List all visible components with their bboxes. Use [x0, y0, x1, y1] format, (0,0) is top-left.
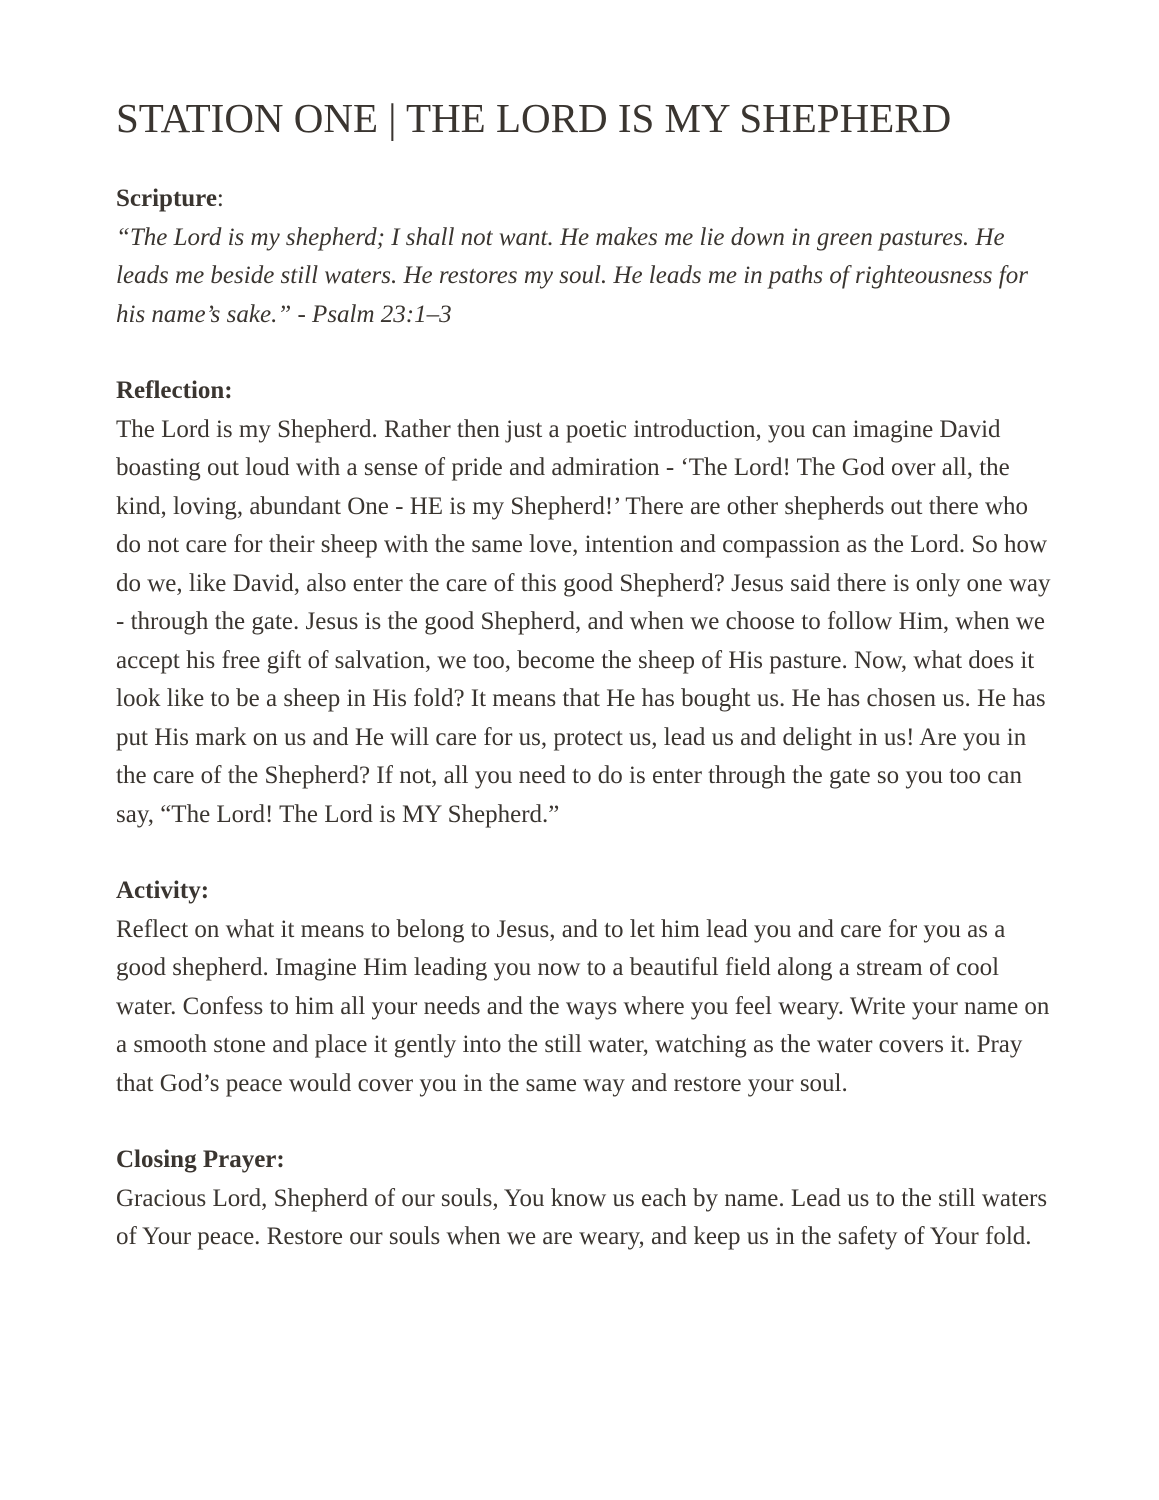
activity-section [116, 872, 1051, 1103]
reflection-label: Reflection: [116, 377, 233, 404]
page-title: STATION ONE | THE LORD IS MY SHEPHERD [116, 95, 952, 141]
reflection-section [116, 372, 1051, 834]
closing-prayer-section [116, 1141, 1051, 1257]
activity-label: Activity: [116, 877, 210, 904]
reflection-text: The Lord is my Shepherd. Rather then just a poetic introduction, you can imagine David boasting out loud with a sense of pride and admiration - ‘The Lord! The God over all, the kind, loving, abundant One - HE is my Shepherd!’ There are other shepherds out there who do not care for their sheep with the same love, intention and compassion as the Lord. So how do we, like David, also enter the care of this good Shepherd? Jesus said there is only one way - through the gate. Jesus is the good Shepherd, and when we choose to follow Him, when we accept his free gift of salvation, we too, become the sheep of His pasture. Now, what does it look like to be a sheep in His fold? It means that He has bought us. He has chosen us. He has put His mark on us and He will care for us, protect us, lead us and delight in us! Are you in the care of the Shepherd? If not, all you need to do is enter through the gate so you too can say, “The Lord! The Lord is MY Shepherd.” [116, 415, 1051, 828]
scripture-colon: : [216, 185, 224, 212]
document-page [116, 92, 1051, 1295]
scripture-section [116, 180, 1051, 334]
closing-prayer-label: Closing Prayer: [116, 1146, 285, 1173]
scripture-text: “The Lord is my shepherd; I shall not want. He makes me lie down in green pastures. He leads me beside still waters. He restores my soul. He leads me in paths of righteousness for his name’s sake.” - Psalm 23:1–3 [116, 223, 1028, 328]
activity-text: Reflect on what it means to belong to Jesus, and to let him lead you and care for you as a good shepherd. Imagine Him leading you now to a beautiful field along a stream of cool water. Confess to him all your needs and the ways where you feel weary. Write your name on a smooth stone and place it gently into the still water, watching as the water covers it. Pray that God’s peace would cover you in the same way and restore your soul. [116, 915, 1050, 1097]
scripture-label: Scripture [116, 185, 217, 212]
scripture-heading [116, 180, 1051, 219]
closing-prayer-text: Gracious Lord, Shepherd of our souls, You know us each by name. Lead us to the still waters of Your peace. Restore our souls when we are weary, and keep us in the safety of Your fold. [116, 1184, 1048, 1250]
